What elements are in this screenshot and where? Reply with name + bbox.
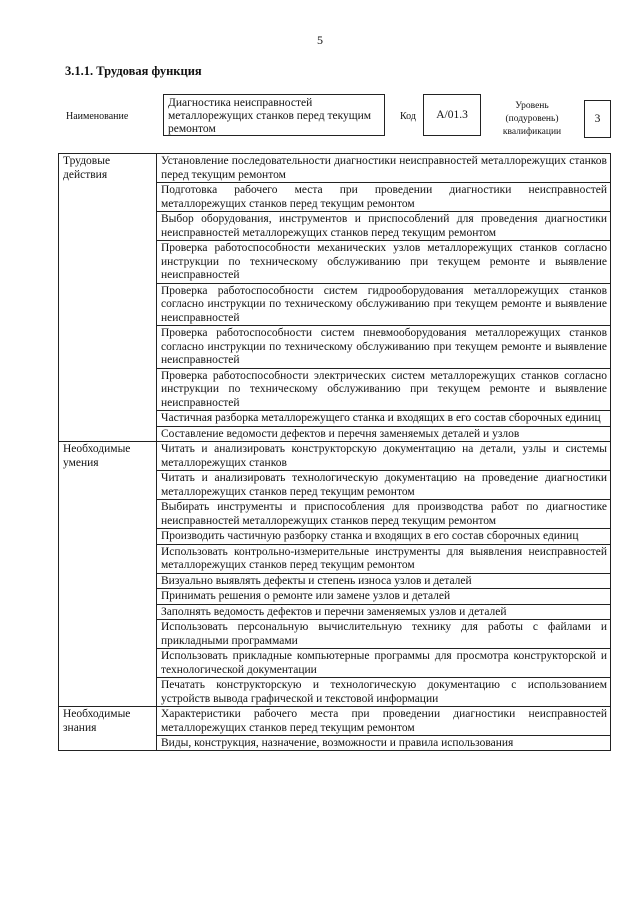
list-item: Заполнять ведомость дефектов и перечни заменяемых узлов и деталей: [157, 604, 611, 620]
list-item: Использовать персональную вычислительную технику для работы с файлами и прикладными программами: [157, 620, 611, 649]
list-item: Выбирать инструменты и приспособления для производства работ по диагностике неисправностей металлорежущих станков перед текущим ремонтом: [157, 500, 611, 529]
list-item: Проверка работоспособности электрических систем металлорежущих станков согласно инструкции по техническому обслуживанию при текущем ремонте и выявление неисправностей: [157, 368, 611, 411]
table-row: [59, 154, 611, 183]
table-row: [59, 707, 611, 736]
section-title-labor-actions: Трудовые действия: [59, 154, 157, 442]
name-label: Наименование: [66, 111, 129, 122]
code-label: Код: [400, 111, 416, 122]
list-item-partial: [157, 736, 611, 751]
section-title-required-knowledge: Необходимые знания: [59, 707, 157, 751]
list-item: Принимать решения о ремонте или замене узлов и деталей: [157, 589, 611, 605]
list-item: Визуально выявлять дефекты и степень износа узлов и деталей: [157, 573, 611, 589]
list-item: Использовать контрольно-измерительные инструменты для выявления неисправностей металлорежущих станков перед текущим ремонтом: [157, 544, 611, 573]
list-item: Проверка работоспособности механических узлов металлорежущих станков согласно инструкции по техническому обслуживанию при текущем ремонте и выявление неисправностей: [157, 241, 611, 284]
list-item: Печатать конструкторскую и технологическую документацию с использованием устройств вывода графической и текстовой информации: [157, 678, 611, 707]
qualification-level-label: Уровень (подуровень) квалификации: [502, 101, 562, 137]
list-item: Производить частичную разборку станка и входящих в его состав сборочных единиц: [157, 529, 611, 545]
code-value: A/01.3: [423, 94, 481, 136]
list-item: Читать и анализировать технологическую документацию на проведение диагностики металлорежущих станков перед текущим ремонтом: [157, 471, 611, 500]
list-item: Читать и анализировать конструкторскую документацию на детали, узлы и системы металлорежущих станков: [157, 442, 611, 471]
list-item: Частичная разборка металлорежущего станка и входящих в его состав сборочных единиц: [157, 411, 611, 427]
table-row: [59, 442, 611, 471]
section-title-required-skills: Необходимые умения: [59, 442, 157, 707]
section-title: 3.1.1. Трудовая функция: [65, 64, 202, 78]
page-number: 5: [317, 33, 323, 47]
labor-function-table: [58, 153, 611, 751]
list-item: Проверка работоспособности систем гидрооборудования металлорежущих станков согласно инструкции по техническому обслуживанию при текущем ремонте и выявление неисправностей: [157, 283, 611, 326]
list-item: Выбор оборудования, инструментов и приспособлений для проведения диагностики неисправностей металлорежущих станков перед текущим ремонтом: [157, 212, 611, 241]
function-name-value: Диагностика неисправностей металлорежущих станков перед текущим ремонтом: [163, 94, 385, 136]
list-item: Характеристики рабочего места при проведении диагностики неисправностей металлорежущих станков перед текущим ремонтом: [157, 707, 611, 736]
list-item: Проверка работоспособности систем пневмооборудования металлорежущих станков согласно инструкции по техническому обслуживанию при текущем ремонте и выявление неисправностей: [157, 326, 611, 369]
list-item: Использовать прикладные компьютерные программы для просмотра конструкторской и технологической документации: [157, 649, 611, 678]
list-item: Составление ведомости дефектов и перечня заменяемых деталей и узлов: [157, 426, 611, 442]
list-item: Установление последовательности диагностики неисправностей металлорежущих станков перед текущим ремонтом: [157, 154, 611, 183]
list-item: Подготовка рабочего места при проведении диагностики неисправностей металлорежущих станков перед текущим ремонтом: [157, 183, 611, 212]
qualification-level-value: 3: [584, 100, 611, 138]
list-item-text: Виды, конструкция, назначение, возможности и правила использования: [161, 737, 514, 749]
